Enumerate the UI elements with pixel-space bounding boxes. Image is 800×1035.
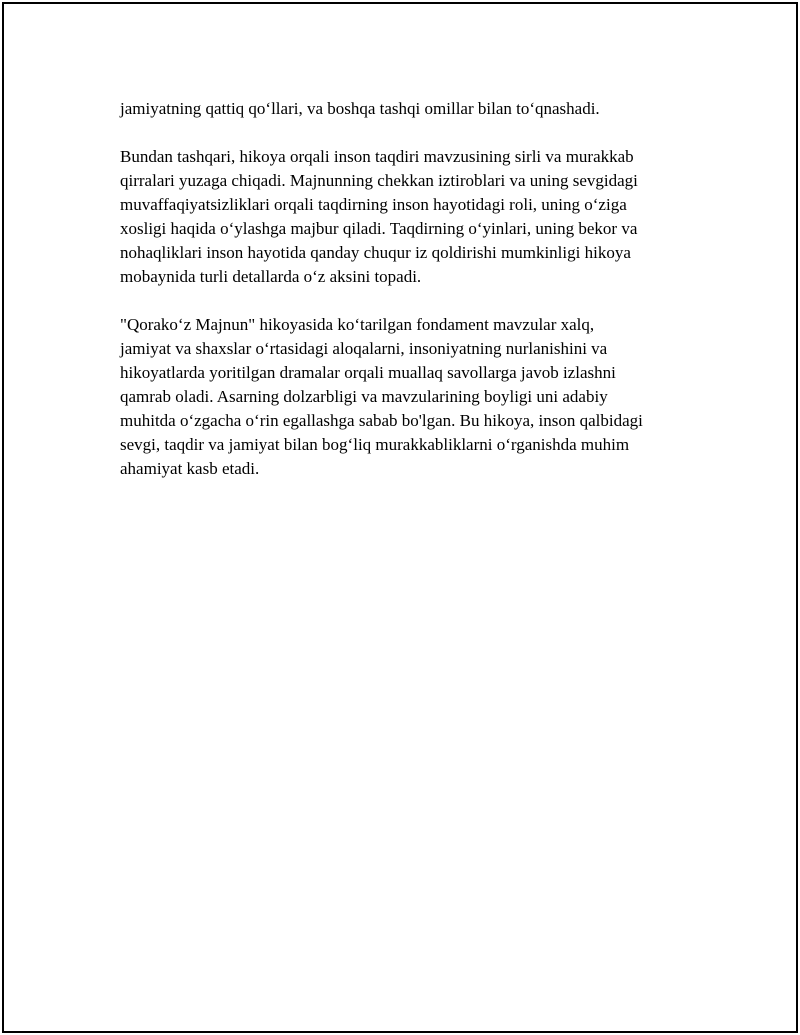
paragraph-2 — [120, 145, 700, 289]
text-line: qamrab oladi. Asarning dolzarbligi va mavzularining boyligi uni adabiy — [120, 387, 608, 406]
document-body — [120, 97, 700, 505]
paragraph-1 — [120, 97, 700, 121]
paragraph-3 — [120, 313, 700, 481]
text-line: nohaqliklari inson hayotida qanday chuqur iz qoldirishi mumkinligi hikoya — [120, 243, 631, 262]
text-line: mobaynida turli detallarda o‘z aksini topadi. — [120, 267, 422, 286]
text-line: Bundan tashqari, hikoya orqali inson taqdiri mavzusining sirli va murakkab — [120, 147, 634, 166]
text-line: muvaffaqiyatsizliklari orqali taqdirning inson hayotidagi roli, uning o‘ziga — [120, 195, 627, 214]
text-line: jamiyatning qattiq qo‘llari, va boshqa tashqi omillar bilan to‘qnashadi. — [120, 99, 600, 118]
text-line: ahamiyat kasb etadi. — [120, 459, 260, 478]
text-line: qirralari yuzaga chiqadi. Majnunning chekkan iztiroblari va uning sevgidagi — [120, 171, 638, 190]
text-line: hikoyatlarda yoritilgan dramalar orqali muallaq savollarga javob izlashni — [120, 363, 616, 382]
document-page — [2, 2, 798, 1033]
text-line: jamiyat va shaxslar o‘rtasidagi aloqalarni, insoniyatning nurlanishini va — [120, 339, 608, 358]
text-line: xosligi haqida o‘ylashga majbur qiladi. Taqdirning o‘yinlari, uning bekor va — [120, 219, 638, 238]
text-line: muhitda o‘zgacha o‘rin egallashga sabab bo'lgan. Bu hikoya, inson qalbidagi — [120, 411, 643, 430]
text-line: sevgi, taqdir va jamiyat bilan bog‘liq murakkabliklarni o‘rganishda muhim — [120, 435, 630, 454]
text-line: "Qorako‘z Majnun" hikoyasida ko‘tarilgan fondament mavzular xalq, — [120, 315, 595, 334]
